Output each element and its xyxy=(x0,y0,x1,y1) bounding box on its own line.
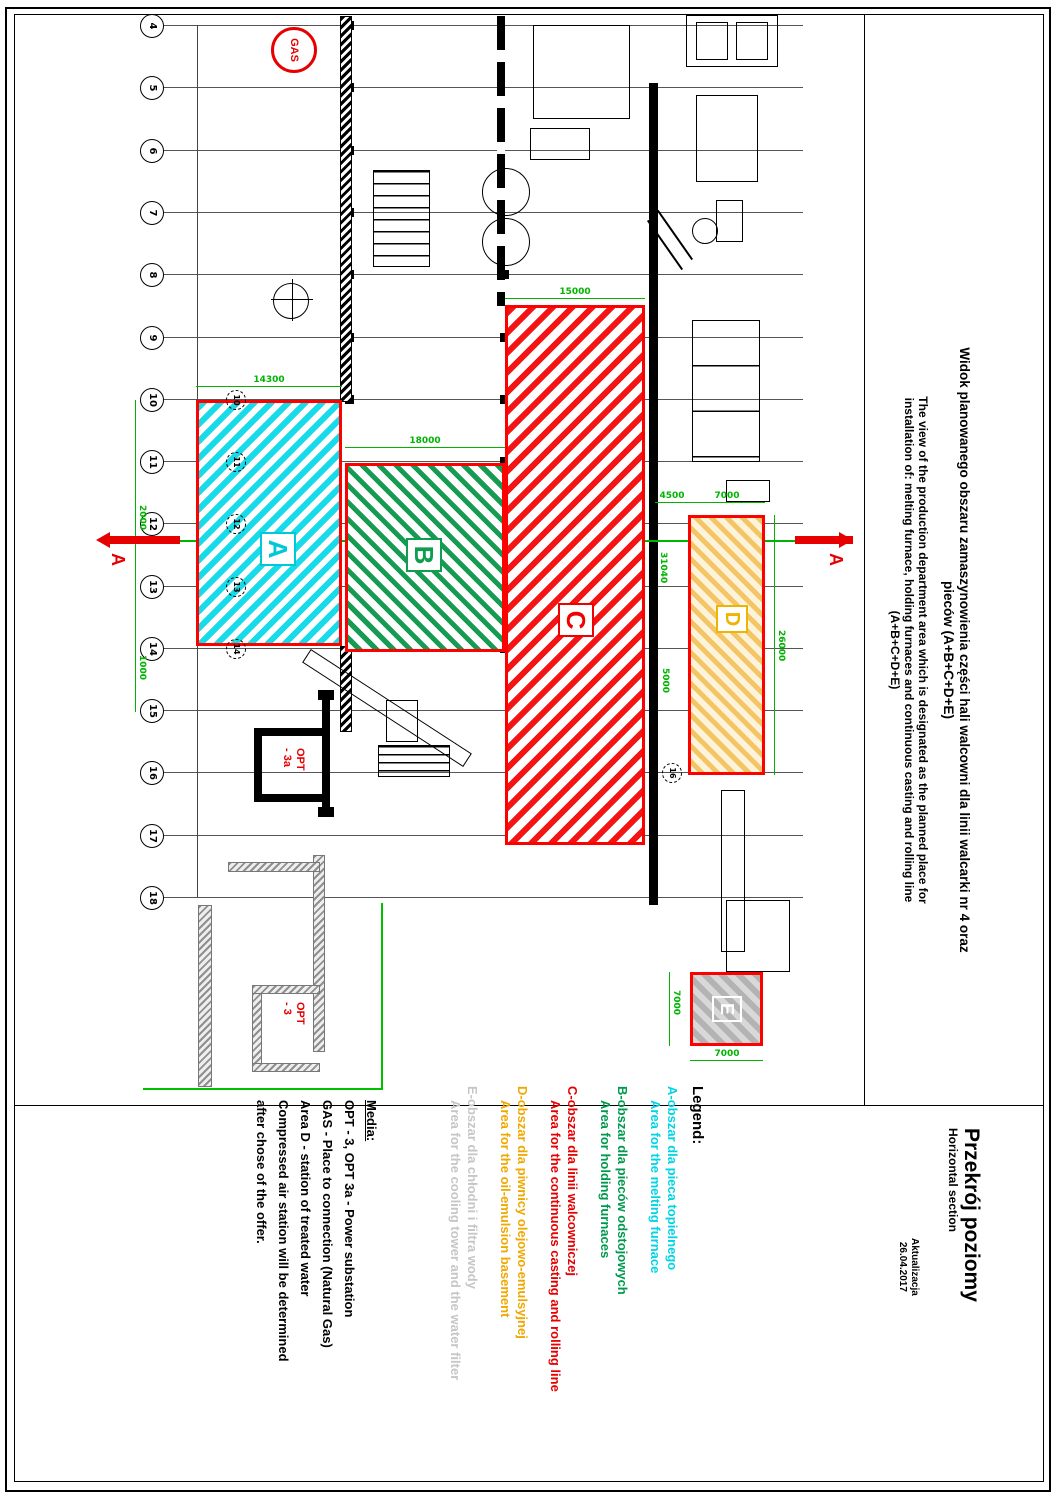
opt-3a-line2: - 3a xyxy=(281,748,293,767)
dim-line-c-width xyxy=(505,298,645,299)
grid-bubble: 15 xyxy=(140,699,164,723)
media-line: Area D - station of treated water xyxy=(298,1100,313,1297)
dim-c-width: 15000 xyxy=(559,287,591,297)
legend-a-en: Area for the melting furnace xyxy=(648,1100,663,1274)
opt-3-line2: - 3 xyxy=(281,1002,293,1015)
building-block xyxy=(696,22,728,60)
section-marker-label: A xyxy=(826,553,846,566)
inner-grid-bubble: 12 xyxy=(226,514,246,534)
dim-d-aux2: 5000 xyxy=(660,668,670,694)
grid-bubble: 14 xyxy=(140,637,164,661)
legend-e-pl: E-obszar dla chłodni i filtra wody xyxy=(465,1086,480,1289)
area-b-label: B xyxy=(406,538,442,572)
media-line: after chose of the offer. xyxy=(254,1100,269,1244)
area-c-continuous-casting xyxy=(505,305,645,845)
grid-line xyxy=(163,212,803,213)
area-d-oil-emulsion-basement xyxy=(688,515,765,775)
section-name-block xyxy=(946,1128,982,1468)
media-line: OPT - 3, OPT 3a - Power substation xyxy=(342,1100,357,1318)
building-block xyxy=(726,900,790,972)
media-line: Compressed air station will be determined xyxy=(276,1100,291,1362)
grid-bubble: 5 xyxy=(140,76,164,100)
dim-a-aux1: 2000 xyxy=(137,505,147,531)
legend-entry-b xyxy=(597,1086,631,1478)
grid-bubble: 11 xyxy=(140,450,164,474)
dim-a-width: 14300 xyxy=(253,375,285,385)
crosshair-line xyxy=(292,279,293,321)
legend-b-en: Area for holding furnaces xyxy=(598,1100,613,1259)
opt3a-wall-cap xyxy=(318,690,334,700)
dim-b-width: 18000 xyxy=(409,436,441,446)
update-label: Aktualizacja xyxy=(909,1238,920,1296)
legend-c-pl: C-obszar dla linii walcowniczej xyxy=(565,1086,580,1276)
media-line: GAS - Place to connection (Natural Gas) xyxy=(320,1100,335,1348)
legend-entry-a xyxy=(647,1086,681,1478)
dim-d-aux1: 31040 xyxy=(658,552,668,584)
legend-d-en: Area for the oil-emulsion basement xyxy=(498,1100,513,1318)
area-c-label: C xyxy=(558,603,594,637)
grid-bubble: 9 xyxy=(140,326,164,350)
dim-line-b-width xyxy=(345,447,505,448)
area-a-melting-furnace xyxy=(196,400,342,646)
opt3a-wall xyxy=(262,794,322,802)
section-name-pl: Przekrój poziomy xyxy=(960,1128,983,1302)
furnace-circle xyxy=(482,218,530,266)
inner-grid-bubble: 11 xyxy=(226,452,246,472)
machine-block xyxy=(386,700,418,742)
legend xyxy=(431,1086,706,1478)
update-date: 26.04.2017 xyxy=(897,1241,908,1292)
inner-grid-bubble: 13 xyxy=(226,577,246,597)
machine-block xyxy=(533,25,630,119)
opt-3-label xyxy=(280,1002,306,1025)
grid-bubble: 7 xyxy=(140,201,164,225)
grid-bubble: 10 xyxy=(140,388,164,412)
dim-e-height: 7000 xyxy=(714,1049,740,1059)
section-marker-label: A xyxy=(108,553,128,566)
opt3a-wall xyxy=(322,695,330,812)
section-name-en: Horizontal section xyxy=(946,1128,960,1233)
legend-c-en: Area for the continuous casting and rolling line xyxy=(548,1100,563,1392)
cooler-block xyxy=(378,745,450,777)
section-marker-arrow xyxy=(839,532,853,548)
legend-entry-e xyxy=(447,1086,481,1478)
title-en-line3: (A+B+C+D+E) xyxy=(888,610,902,690)
furnace-circle xyxy=(482,168,530,216)
machine-circle xyxy=(692,218,718,244)
title-en-line2: installation of: melting furnace, holding furnaces and continuous casting and rolling line xyxy=(902,397,916,903)
opt-3-line1: OPT xyxy=(294,1002,306,1025)
building-block xyxy=(736,22,768,60)
machine-block xyxy=(716,200,743,242)
grid-bubble: 13 xyxy=(140,575,164,599)
area-d-label: D xyxy=(716,605,748,633)
existing-wall xyxy=(252,985,320,994)
drawing-title xyxy=(888,240,972,1060)
existing-wall xyxy=(198,905,212,1087)
legend-d-pl: D-obszar dla piwnicy olejowo-emulsyjnej xyxy=(515,1086,530,1339)
grid-bubble: 8 xyxy=(140,263,164,287)
crosshair-line xyxy=(271,299,313,300)
dim-line-e-width xyxy=(669,972,670,1046)
grid-bubble: 18 xyxy=(140,886,164,910)
boundary-line xyxy=(381,903,383,1090)
hall-wall-hatched xyxy=(340,16,352,402)
grid-bubble: 4 xyxy=(140,14,164,38)
grid-bubble: 6 xyxy=(140,139,164,163)
dim-line-a-width xyxy=(196,386,342,387)
dim-a-aux2: 1000 xyxy=(137,655,147,681)
grid-line xyxy=(163,835,803,836)
building-block xyxy=(692,320,760,462)
boundary-line xyxy=(143,1088,383,1090)
existing-wall xyxy=(313,855,325,1052)
dim-line-e-height xyxy=(690,1060,763,1061)
gas-connection-marker: GAS xyxy=(271,27,317,73)
crosshair-circle xyxy=(273,283,309,319)
opt3a-wall xyxy=(262,728,322,736)
title-pl-line1: Widok planowanego obszaru zamaszynowienia części hali walcowni dla linii walcarki nr 4 oraz xyxy=(957,347,972,953)
section-marker-arrow xyxy=(96,532,110,548)
dim-line-a-aux xyxy=(135,400,136,712)
grid-line xyxy=(163,87,803,88)
dim-d-length: 26000 xyxy=(776,630,786,662)
inner-grid-bubble: 14 xyxy=(226,639,246,659)
legend-e-en: Area for the cooling tower and the water filter xyxy=(448,1100,463,1381)
existing-wall xyxy=(252,985,262,1072)
area-e-label: E xyxy=(712,996,742,1022)
hall-wall-solid xyxy=(649,85,658,905)
media-notes xyxy=(250,1100,382,1490)
legend-entry-d xyxy=(497,1086,531,1478)
legend-heading: Legend: xyxy=(689,1086,706,1145)
grid-bubble: 16 xyxy=(140,761,164,785)
legend-b-pl: B-obszar dla pieców odstojowych xyxy=(615,1086,630,1295)
opt3a-wall xyxy=(254,728,262,802)
dim-line-d-length xyxy=(774,515,775,775)
inner-grid-bubble: 10 xyxy=(226,390,246,410)
dim-e-width: 7000 xyxy=(671,990,681,1016)
grid-bubble: 17 xyxy=(140,824,164,848)
section-marker-bar xyxy=(108,536,180,544)
title-gap xyxy=(930,240,940,1060)
title-separator-line xyxy=(864,14,865,1105)
title-pl-line2: pieców (A+B+C+D+E) xyxy=(941,580,956,720)
dim-d-width: 7000 xyxy=(714,491,740,501)
grid-line xyxy=(163,274,803,275)
machine-block xyxy=(530,128,590,160)
dim-line-d xyxy=(655,502,765,503)
grid-bubble: 12 xyxy=(140,512,164,536)
opt-3a-line1: OPT xyxy=(294,748,306,771)
inner-grid-bubble: 16 xyxy=(662,763,682,783)
dim-d-offset: 4500 xyxy=(659,491,685,501)
opt3a-wall-cap xyxy=(318,807,334,817)
area-a-label: A xyxy=(260,532,296,566)
legend-entry-c xyxy=(547,1086,581,1478)
opt-3a-label xyxy=(280,748,306,771)
update-block xyxy=(896,1238,920,1296)
legend-a-pl: A-obszar dla pieca topielnego xyxy=(665,1086,680,1271)
grid-line xyxy=(163,897,803,898)
existing-wall xyxy=(252,1063,320,1072)
existing-wall xyxy=(228,862,320,872)
conveyor-section xyxy=(373,170,430,267)
building-block xyxy=(696,95,758,182)
media-heading: Media: xyxy=(364,1100,379,1142)
title-en-line1: The view of the production department area which is designated as the planned place for xyxy=(916,396,930,904)
